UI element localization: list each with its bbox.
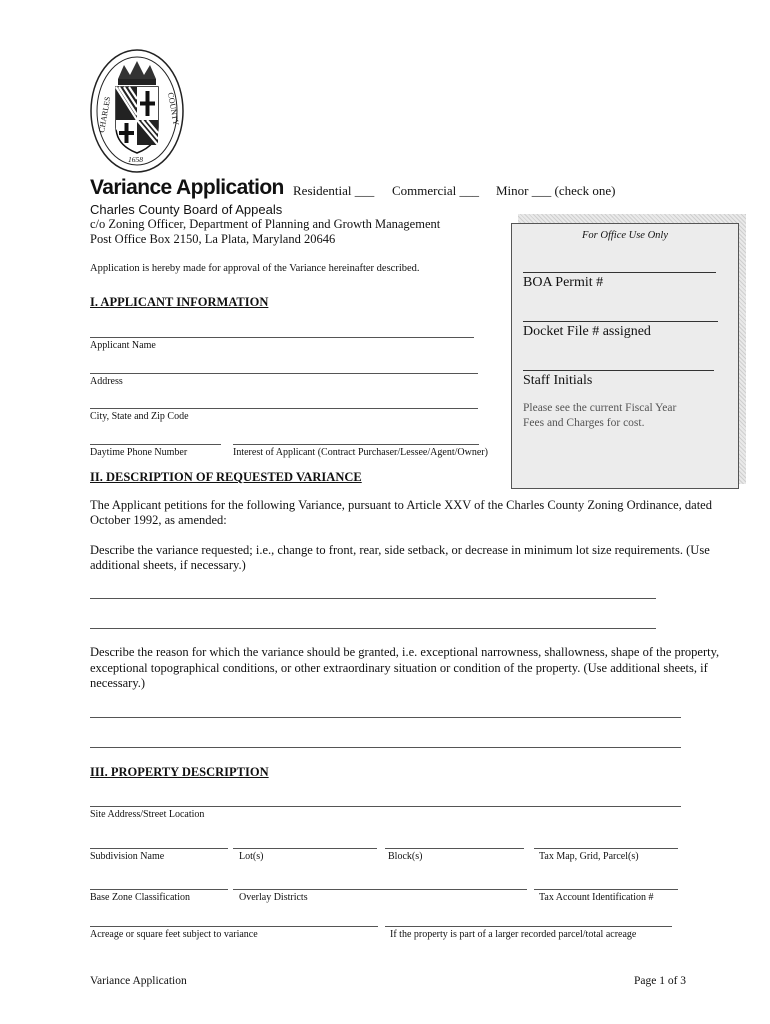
staff-initials-line[interactable]	[523, 370, 714, 371]
address-line-2: Post Office Box 2150, La Plata, Maryland 20646	[90, 232, 336, 246]
tax-account-label: Tax Account Identification #	[539, 892, 654, 903]
city-state-zip-field[interactable]	[90, 408, 478, 409]
footer-title: Variance Application	[90, 975, 187, 987]
describe-variance-line-1: Describe the variance requested; i.e., change to front, rear, side setback, or decrease in minimum lot size requirements. (Use	[90, 543, 710, 557]
variance-description-field-1[interactable]	[90, 598, 656, 599]
larger-parcel-field[interactable]	[385, 926, 672, 927]
tax-map-label: Tax Map, Grid, Parcel(s)	[539, 851, 639, 862]
city-state-zip-label: City, State and Zip Code	[90, 411, 189, 422]
lots-label: Lot(s)	[239, 851, 264, 862]
blocks-label: Block(s)	[388, 851, 423, 862]
daytime-phone-label: Daytime Phone Number	[90, 447, 188, 458]
address-line-1: c/o Zoning Officer, Department of Planning and Growth Management	[90, 217, 441, 231]
petition-text-line-1: The Applicant petitions for the following Variance, pursuant to Article XXV of the Charles County Zoning Ordinance, dated	[90, 498, 712, 512]
variance-reason-field-2[interactable]	[90, 747, 681, 748]
describe-reason-line-3: necessary.)	[90, 676, 146, 690]
seal-right-text: COUNTY	[166, 91, 181, 127]
base-zone-field[interactable]	[90, 889, 228, 890]
docket-file-label: Docket File # assigned	[523, 324, 651, 339]
seal-year: 1658	[128, 155, 143, 164]
acreage-field[interactable]	[90, 926, 378, 927]
blocks-field[interactable]	[385, 848, 524, 849]
requested-variance-heading: II. DESCRIPTION OF REQUESTED VARIANCE	[90, 470, 362, 484]
page-number: Page 1 of 3	[634, 975, 687, 987]
larger-parcel-label: If the property is part of a larger recorded parcel/total acreage	[390, 929, 637, 940]
base-zone-label: Base Zone Classification	[90, 892, 190, 903]
minor-checkbox-label[interactable]: Minor ___ (check one)	[496, 183, 616, 198]
describe-reason-line-1: Describe the reason for which the variance should be granted, i.e. exceptional narrowness, shallowness, shape of the property,	[90, 645, 720, 659]
address-field[interactable]	[90, 373, 478, 374]
variance-reason-field-1[interactable]	[90, 717, 681, 718]
address-label: Address	[90, 376, 123, 387]
applicant-name-label: Applicant Name	[90, 340, 156, 351]
fees-note-line-2: Fees and Charges for cost.	[523, 417, 645, 429]
boa-permit-label: BOA Permit #	[523, 275, 604, 290]
site-address-label: Site Address/Street Location	[90, 809, 205, 820]
residential-checkbox-label[interactable]: Residential ___	[293, 183, 375, 198]
intro-text: Application is hereby made for approval of the Variance hereinafter described.	[90, 263, 420, 274]
board-name: Charles County Board of Appeals	[90, 202, 283, 217]
interest-of-applicant-label: Interest of Applicant (Contract Purchaser/Lessee/Agent/Owner)	[233, 447, 488, 458]
subdivision-name-label: Subdivision Name	[90, 851, 165, 862]
docket-file-line[interactable]	[523, 321, 718, 322]
county-seal-logo	[88, 47, 186, 175]
interest-of-applicant-field[interactable]	[233, 444, 479, 445]
applicant-information-heading: I. APPLICANT INFORMATION	[90, 295, 269, 309]
describe-reason-line-2: exceptional topographical conditions, or other extraordinary situation or condition of the property. (Use additional sheets, if	[90, 661, 708, 675]
site-address-field[interactable]	[90, 806, 681, 807]
commercial-checkbox-label[interactable]: Commercial ___	[392, 183, 480, 198]
subdivision-name-field[interactable]	[90, 848, 228, 849]
overlay-districts-label: Overlay Districts	[239, 892, 308, 903]
office-use-box	[511, 223, 739, 489]
seal-left-text: CHARLES	[97, 95, 113, 134]
page-title: Variance Application	[90, 176, 284, 199]
acreage-label: Acreage or square feet subject to variance	[90, 929, 258, 940]
overlay-districts-field[interactable]	[233, 889, 527, 890]
variance-description-field-2[interactable]	[90, 628, 656, 629]
applicant-name-field[interactable]	[90, 337, 474, 338]
staff-initials-label: Staff Initials	[523, 373, 593, 388]
tax-map-field[interactable]	[534, 848, 678, 849]
fees-note-line-1: Please see the current Fiscal Year	[523, 402, 677, 414]
petition-text-line-2: October 1992, as amended:	[90, 513, 227, 527]
tax-account-field[interactable]	[534, 889, 678, 890]
boa-permit-line[interactable]	[523, 272, 716, 273]
daytime-phone-field[interactable]	[90, 444, 221, 445]
office-box-title: For Office Use Only	[581, 230, 669, 241]
lots-field[interactable]	[233, 848, 377, 849]
describe-variance-line-2: additional sheets, if necessary.)	[90, 558, 246, 572]
property-description-heading: III. PROPERTY DESCRIPTION	[90, 765, 269, 779]
